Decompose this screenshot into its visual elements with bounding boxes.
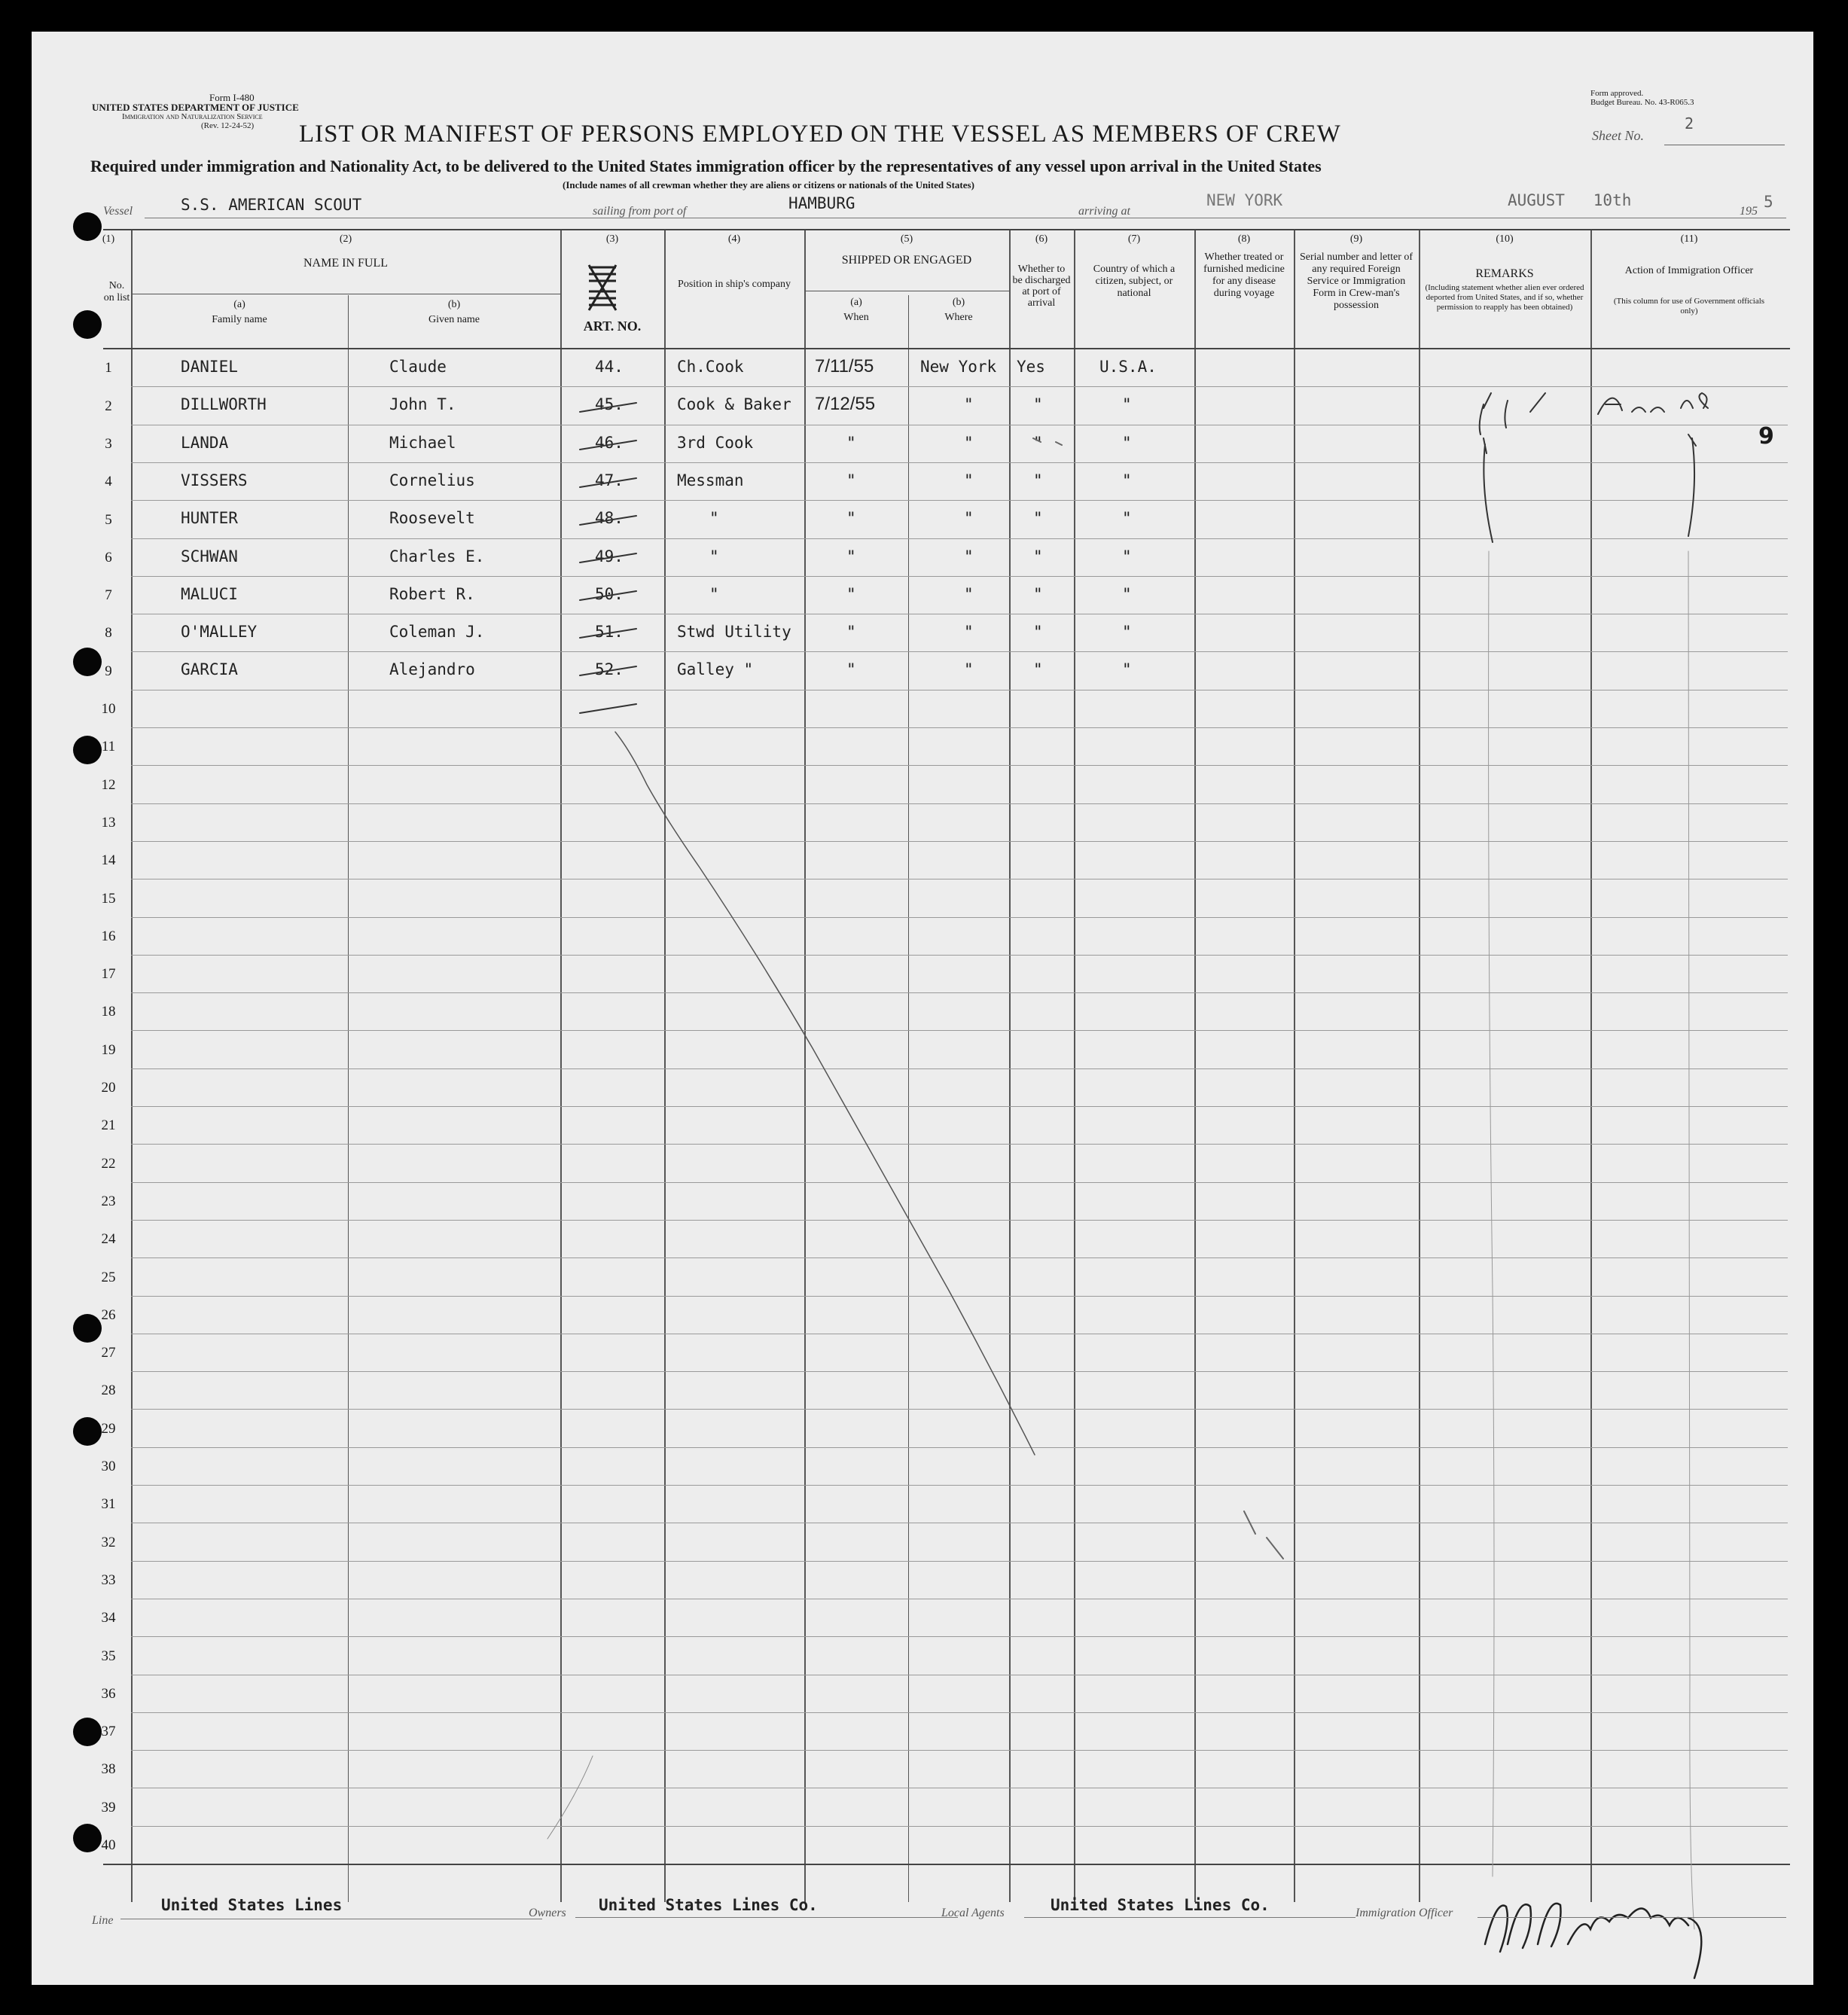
col-border [1294, 229, 1295, 1902]
crew-position: Cook & Baker [677, 395, 791, 413]
col11-header: Action of Immigration Officer [1624, 265, 1754, 276]
crew-shipped-when: " [846, 509, 856, 527]
crew-shipped-when: " [846, 585, 856, 603]
crew-shipped-where: " [964, 471, 974, 489]
crew-position: " [709, 509, 719, 527]
row-number: 21 [101, 1117, 116, 1133]
crew-family-name: GARCIA [181, 660, 238, 678]
margin-count: 9 [1758, 423, 1774, 450]
crew-art-number: 44. [595, 358, 624, 376]
footer-agents-label: Local Agents [941, 1907, 1005, 1919]
crew-shipped-when: " [846, 623, 856, 641]
page-title: LIST OR MANIFEST OF PERSONS EMPLOYED ON THE VESSEL AS MEMBERS OF CREW [299, 120, 1341, 148]
row-line [131, 1106, 1788, 1107]
row-line [131, 1636, 1788, 1637]
port-label: sailing from port of [593, 205, 687, 218]
row-line [131, 1371, 1788, 1372]
header-bottom [103, 348, 1790, 349]
row-line [131, 1712, 1788, 1713]
crew-country: " [1122, 623, 1132, 641]
footer-owners-rule [575, 1917, 958, 1918]
col-border [560, 229, 562, 1902]
row-line [131, 651, 1788, 652]
arrival-port: NEW YORK [1206, 191, 1283, 209]
row-line [131, 1068, 1788, 1069]
col2-header: NAME IN FULL [303, 257, 388, 270]
row-line [131, 1296, 1788, 1297]
col2a-header: Family name [212, 314, 267, 325]
row-number: 25 [101, 1270, 116, 1285]
crew-country: " [1122, 585, 1132, 603]
crew-country: " [1122, 509, 1132, 527]
row-number: 14 [101, 852, 116, 868]
row-number: 24 [101, 1231, 116, 1247]
crew-discharged: " [1033, 547, 1043, 565]
crew-shipped-when: 7/12/55 [815, 394, 876, 414]
binder-hole [73, 310, 102, 339]
crew-art-number: 47. [595, 471, 624, 489]
crew-shipped-where: " [964, 395, 974, 413]
col9-header: Serial number and letter of any required Foreign Service or Immigration Form in Crew-man's possession [1299, 251, 1413, 311]
col3-number: (3) [605, 233, 619, 245]
crew-art-number: 45. [595, 395, 624, 413]
row-line [131, 1409, 1788, 1410]
crew-shipped-where: " [964, 547, 974, 565]
row-line [131, 1030, 1788, 1031]
crew-shipped-when: " [846, 434, 856, 452]
row-number: 28 [101, 1382, 116, 1398]
crew-country: " [1122, 660, 1132, 678]
crew-discharged: " [1033, 395, 1043, 413]
row-number: 35 [101, 1648, 116, 1664]
col5-header: SHIPPED OR ENGAGED [841, 254, 972, 267]
row-line [131, 841, 1788, 842]
subtitle: Required under immigration and Nationality Act, to be delivered to the United States immigration officer by the representatives of any vessel upon arrival in the United States [90, 157, 1322, 175]
row-number: 6 [105, 550, 112, 565]
crew-given-name: Roosevelt [389, 509, 475, 527]
crew-shipped-where: " [964, 623, 974, 641]
row-line [131, 803, 1788, 804]
col-border [348, 295, 349, 1902]
row-number: 4 [105, 474, 112, 489]
row-line [131, 1220, 1788, 1221]
row-number: 5 [105, 512, 112, 528]
form-revision: (Rev. 12-24-52) [201, 121, 255, 130]
row-line [131, 462, 1788, 463]
col9-number: (9) [1349, 233, 1363, 245]
col-border [131, 229, 133, 1902]
col5a-number: (a) [850, 297, 862, 308]
sheet-number: 2 [1685, 114, 1694, 133]
col-border [1194, 229, 1196, 1902]
crew-shipped-where: " [964, 509, 974, 527]
row-line [131, 538, 1788, 539]
crew-given-name: John T. [389, 395, 456, 413]
row-line [131, 1447, 1788, 1448]
col8-header: Whether treated or furnished medicine for any disease during voyage [1203, 251, 1285, 299]
row-number: 19 [101, 1042, 116, 1058]
crew-discharged: " [1033, 471, 1043, 489]
col2-number: (2) [339, 233, 352, 245]
footer-agents: United States Lines Co. [1051, 1896, 1270, 1914]
row-number: 39 [101, 1800, 116, 1815]
row-number: 30 [101, 1459, 116, 1474]
row-number: 38 [101, 1761, 116, 1777]
row-line [131, 1826, 1788, 1827]
col1-number: (1) [102, 233, 115, 245]
col2a-number: (a) [233, 299, 245, 310]
col-border [1590, 229, 1592, 1902]
crew-art-number: 52. [595, 660, 624, 678]
crew-given-name: Michael [389, 434, 456, 452]
row-line [131, 1485, 1788, 1486]
arrival-date: AUGUST 10th [1508, 191, 1632, 209]
sheet-label: Sheet No. [1592, 128, 1644, 143]
crew-art-number: 50. [595, 585, 624, 603]
crew-position: Ch.Cook [677, 358, 744, 376]
row-number: 34 [101, 1610, 116, 1626]
crew-discharged: " [1033, 585, 1043, 603]
col6-number: (6) [1035, 233, 1048, 245]
crew-family-name: SCHWAN [181, 547, 238, 565]
crew-shipped-when: " [846, 547, 856, 565]
crew-art-number: 48. [595, 509, 624, 527]
col-border [1419, 229, 1420, 1902]
col3-header: ART. NO. [583, 319, 642, 334]
crew-position: 3rd Cook [677, 434, 754, 452]
crew-shipped-where: " [964, 585, 974, 603]
crew-discharged: " [1033, 660, 1043, 678]
crew-country: " [1122, 395, 1132, 413]
row-number: 23 [101, 1193, 116, 1209]
row-number: 9 [105, 663, 112, 679]
row-number: 22 [101, 1156, 116, 1172]
crew-family-name: O'MALLEY [181, 623, 258, 641]
row-number: 26 [101, 1307, 116, 1323]
footer-officer-label: Immigration Officer [1356, 1907, 1453, 1919]
col11-note: (This column for use of Government officials only) [1613, 297, 1765, 316]
arriving-label: arriving at [1078, 205, 1130, 218]
crew-shipped-when: 7/11/55 [815, 356, 874, 376]
crew-shipped-where: New York [920, 358, 997, 376]
row-line [131, 917, 1788, 918]
header-top [103, 229, 1790, 230]
row-number: 20 [101, 1080, 116, 1096]
crew-shipped-when: " [846, 471, 856, 489]
row-line [131, 500, 1788, 501]
crew-family-name: HUNTER [181, 509, 238, 527]
col5-number: (5) [900, 233, 913, 245]
col4-header: Position in ship's company [678, 279, 791, 290]
row-line [131, 765, 1788, 766]
crew-discharged: " [1033, 434, 1043, 452]
footer-owners: United States Lines Co. [599, 1896, 818, 1914]
crew-family-name: VISSERS [181, 471, 248, 489]
crew-country: " [1122, 471, 1132, 489]
crew-country: " [1122, 434, 1132, 452]
crew-family-name: MALUCI [181, 585, 238, 603]
col-border [664, 229, 666, 1902]
col10-note: (Including statement whether alien ever ordered deported from United States, and if so, whether permission to reapply has been obtained) [1425, 283, 1584, 312]
row-line [131, 955, 1788, 956]
row-line [131, 386, 1788, 387]
footer-line-label: Line [92, 1914, 114, 1927]
footer-owners-label: Owners [529, 1907, 566, 1919]
year-digit: 5 [1764, 193, 1773, 211]
crew-discharged: Yes [1017, 358, 1045, 376]
crew-family-name: DILLWORTH [181, 395, 267, 413]
row-number: 2 [105, 398, 112, 414]
year-prefix: 195 [1740, 205, 1758, 218]
row-number: 40 [101, 1837, 116, 1853]
col2b-number: (b) [447, 299, 461, 310]
crew-shipped-where: " [964, 434, 974, 452]
row-number: 7 [105, 587, 112, 603]
row-line [131, 992, 1788, 993]
crew-discharged: " [1033, 623, 1043, 641]
row-number: 36 [101, 1686, 116, 1702]
crew-position: " [709, 585, 719, 603]
crew-family-name: DANIEL [181, 358, 238, 376]
crew-family-name: LANDA [181, 434, 229, 452]
col6-header: Whether to be discharged at port of arrival [1012, 264, 1071, 309]
row-number: 33 [101, 1572, 116, 1588]
row-line [131, 1144, 1788, 1145]
crew-given-name: Robert R. [389, 585, 475, 603]
crew-given-name: Alejandro [389, 660, 475, 678]
col2b-header: Given name [428, 314, 480, 325]
row-line [131, 1182, 1788, 1183]
footer-line: United States Lines [161, 1896, 343, 1914]
col-border [1009, 229, 1011, 1902]
crew-art-number: 46. [595, 434, 624, 452]
crew-position: Stwd Utility [677, 623, 791, 641]
col11-number: (11) [1680, 233, 1698, 245]
col8-number: (8) [1237, 233, 1251, 245]
crew-discharged: " [1033, 509, 1043, 527]
col5a-header: When [843, 312, 869, 323]
row-number: 12 [101, 777, 116, 793]
vessel-label: Vessel [103, 205, 133, 218]
col-border [1074, 229, 1075, 1902]
row-line [131, 1750, 1788, 1751]
col4-number: (4) [727, 233, 741, 245]
crew-given-name: Cornelius [389, 471, 475, 489]
footer-officer-rule [1477, 1917, 1786, 1918]
col1-header: No. on list [103, 280, 130, 303]
row-line [103, 1864, 1790, 1865]
row-number: 11 [101, 739, 116, 754]
crew-art-number: 51. [595, 623, 624, 641]
crew-position: Messman [677, 471, 744, 489]
service-name: Immigration and Naturalization Service [122, 112, 263, 121]
budget-bureau: Budget Bureau. No. 43-R065.3 [1590, 98, 1694, 107]
departure-port: HAMBURG [788, 194, 855, 212]
row-number: 3 [105, 436, 112, 452]
col-border [804, 229, 806, 1902]
row-number: 16 [101, 928, 116, 944]
col10-number: (10) [1496, 233, 1514, 245]
col5b-header: Where [944, 312, 973, 323]
crew-country: U.S.A. [1099, 358, 1157, 376]
crew-given-name: Charles E. [389, 547, 485, 565]
row-number: 18 [101, 1004, 116, 1020]
row-number: 32 [101, 1535, 116, 1550]
row-number: 15 [101, 891, 116, 907]
crew-shipped-where: " [964, 660, 974, 678]
row-number: 29 [101, 1421, 116, 1437]
row-line [131, 727, 1788, 728]
row-number: 10 [101, 701, 116, 717]
approval-note: Form approved. [1590, 89, 1644, 98]
crew-given-name: Claude [389, 358, 447, 376]
row-number: 13 [101, 815, 116, 831]
manifest-page [32, 32, 1813, 1985]
col7-number: (7) [1127, 233, 1141, 245]
crew-country: " [1122, 547, 1132, 565]
crew-position: Galley " [677, 660, 754, 678]
col7-header: Country of which a citizen, subject, or national [1093, 264, 1176, 299]
form-number: Form I-480 [209, 92, 255, 103]
crew-art-number: 49. [595, 547, 624, 565]
vessel-name: S.S. AMERICAN SCOUT [181, 196, 362, 214]
row-number: 1 [105, 360, 112, 376]
col5b-number: (b) [952, 297, 965, 308]
row-number: 37 [101, 1724, 116, 1739]
crew-given-name: Coleman J. [389, 623, 485, 641]
row-number: 17 [101, 966, 116, 982]
col-border [908, 295, 909, 1902]
department-name: UNITED STATES DEPARTMENT OF JUSTICE [92, 102, 299, 113]
row-line [131, 1561, 1788, 1562]
inclusion-note: (Include names of all crewman whether they are aliens or citizens or nationals of the United States) [563, 179, 974, 191]
row-number: 31 [101, 1496, 116, 1512]
footer-agents-rule [1024, 1917, 1356, 1918]
row-line [131, 1257, 1788, 1258]
crew-shipped-when: " [846, 660, 856, 678]
crew-position: " [709, 547, 719, 565]
col10-header: REMARKS [1475, 267, 1534, 280]
row-number: 8 [105, 625, 112, 641]
row-line [131, 576, 1788, 577]
row-number: 27 [101, 1345, 116, 1361]
